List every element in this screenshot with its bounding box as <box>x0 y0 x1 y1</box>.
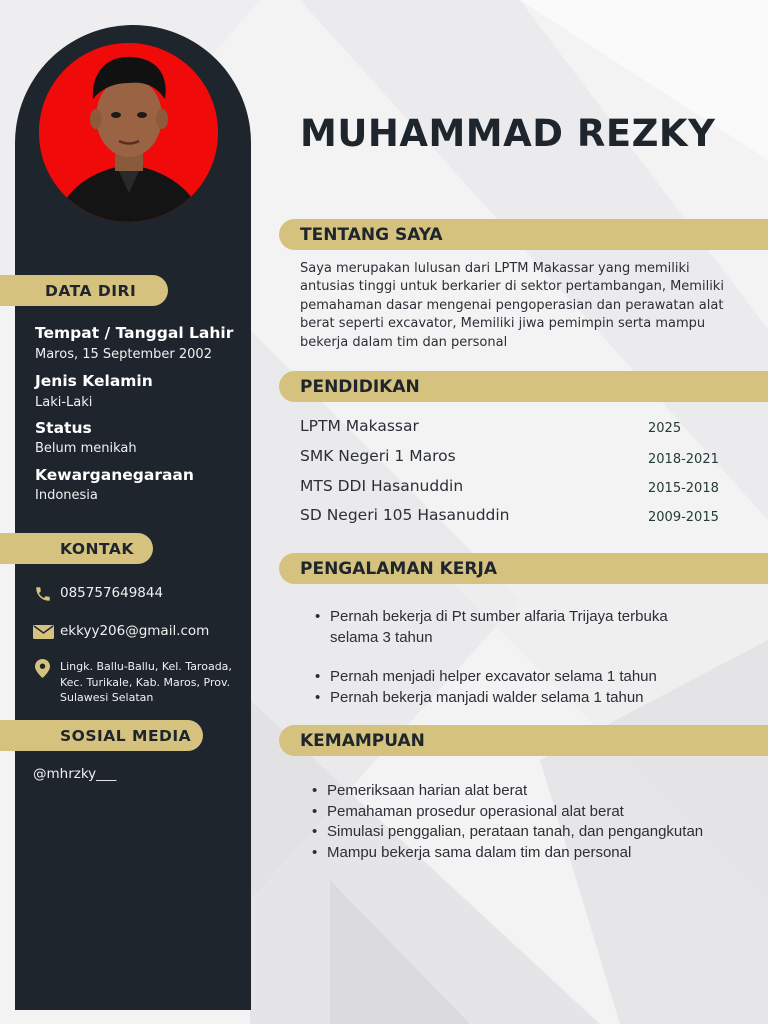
experience-item: • Pernah bekerja manjadi walder selama 1 tahun <box>315 688 715 709</box>
skill-item: • Mampu bekerja sama dalam tim dan personal <box>312 843 752 864</box>
envelope-icon <box>33 625 54 644</box>
address-block <box>60 659 232 706</box>
social-handle[interactable]: @mhrzky___ <box>33 766 117 782</box>
education-year: 2025 <box>648 421 682 436</box>
pengalaman-kerja-header <box>279 553 768 584</box>
kontak-title: KONTAK <box>60 539 134 558</box>
education-year: 2015-2018 <box>648 481 719 496</box>
citizenship-value: Indonesia <box>35 488 98 503</box>
address-line-2: Kec. Turikale, Kab. Maros, Prov. <box>60 675 231 689</box>
gender-label: Jenis Kelamin <box>35 372 153 390</box>
citizenship-label: Kewarganegaraan <box>35 466 194 484</box>
birth-value: Maros, 15 September 2002 <box>35 347 212 362</box>
tentang-saya-header <box>279 219 768 250</box>
kemampuan-header <box>279 725 768 756</box>
tentang-saya-title: TENTANG SAYA <box>300 224 443 245</box>
skill-item: • Pemeriksaan harian alat berat <box>312 781 752 802</box>
status-label: Status <box>35 419 92 437</box>
education-school: SMK Negeri 1 Maros <box>300 447 456 465</box>
sosial-media-header <box>0 720 203 751</box>
experience-item: • Pernah menjadi helper excavator selama 1 tahun <box>315 667 715 688</box>
address-line-3: Sulawesi Selatan <box>60 691 154 704</box>
gender-value: Laki-Laki <box>35 395 93 410</box>
about-text <box>300 260 745 352</box>
location-pin-icon <box>35 659 50 683</box>
phone-icon <box>34 585 52 608</box>
phone-number[interactable]: 085757649844 <box>60 585 164 601</box>
email-address[interactable]: ekkyy206@gmail.com <box>60 623 210 639</box>
profile-name: MUHAMMAD REZKY <box>300 112 716 155</box>
about-line: pemahaman dasar mengenai pengoperasian dan perawatan alat <box>300 297 724 313</box>
status-value: Belum menikah <box>35 441 137 456</box>
kemampuan-title: KEMAMPUAN <box>300 730 425 751</box>
data-diri-title: DATA DIRI <box>45 281 137 300</box>
kontak-header <box>0 533 153 564</box>
about-line: bekerja dalam tim dan personal <box>300 334 508 350</box>
experience-list <box>315 607 715 708</box>
skill-item: • Simulasi penggalian, perataan tanah, dan pengangkutan <box>312 822 752 843</box>
profile-photo <box>39 43 218 222</box>
sosial-media-title: SOSIAL MEDIA <box>60 726 192 745</box>
pendidikan-header <box>279 371 768 402</box>
data-diri-header <box>0 275 168 306</box>
education-year: 2018-2021 <box>648 452 719 467</box>
about-line: antusias tinggi untuk berkarier di sektor pertambangan, Memiliki <box>300 279 724 295</box>
education-school: SD Negeri 105 Hasanuddin <box>300 506 510 524</box>
pengalaman-kerja-title: PENGALAMAN KERJA <box>300 558 497 579</box>
birth-label: Tempat / Tanggal Lahir <box>35 324 234 342</box>
about-line: Saya merupakan lulusan dari LPTM Makassar yang memiliki <box>300 261 690 276</box>
address-line-1: Lingk. Ballu-Ballu, Kel. Taroada, <box>60 660 232 673</box>
pendidikan-title: PENDIDIKAN <box>300 376 420 397</box>
experience-item: • Pernah bekerja di Pt sumber alfaria Trijaya terbuka selama 3 tahun <box>315 607 715 648</box>
education-year: 2009-2015 <box>648 510 719 525</box>
education-school: MTS DDI Hasanuddin <box>300 477 464 495</box>
skills-list <box>312 781 752 863</box>
skill-item: • Pemahaman prosedur operasional alat berat <box>312 802 752 823</box>
education-school: LPTM Makassar <box>300 417 419 435</box>
about-line: berat seperti excavator, Memiliki jiwa pemimpin serta mampu <box>300 316 706 332</box>
